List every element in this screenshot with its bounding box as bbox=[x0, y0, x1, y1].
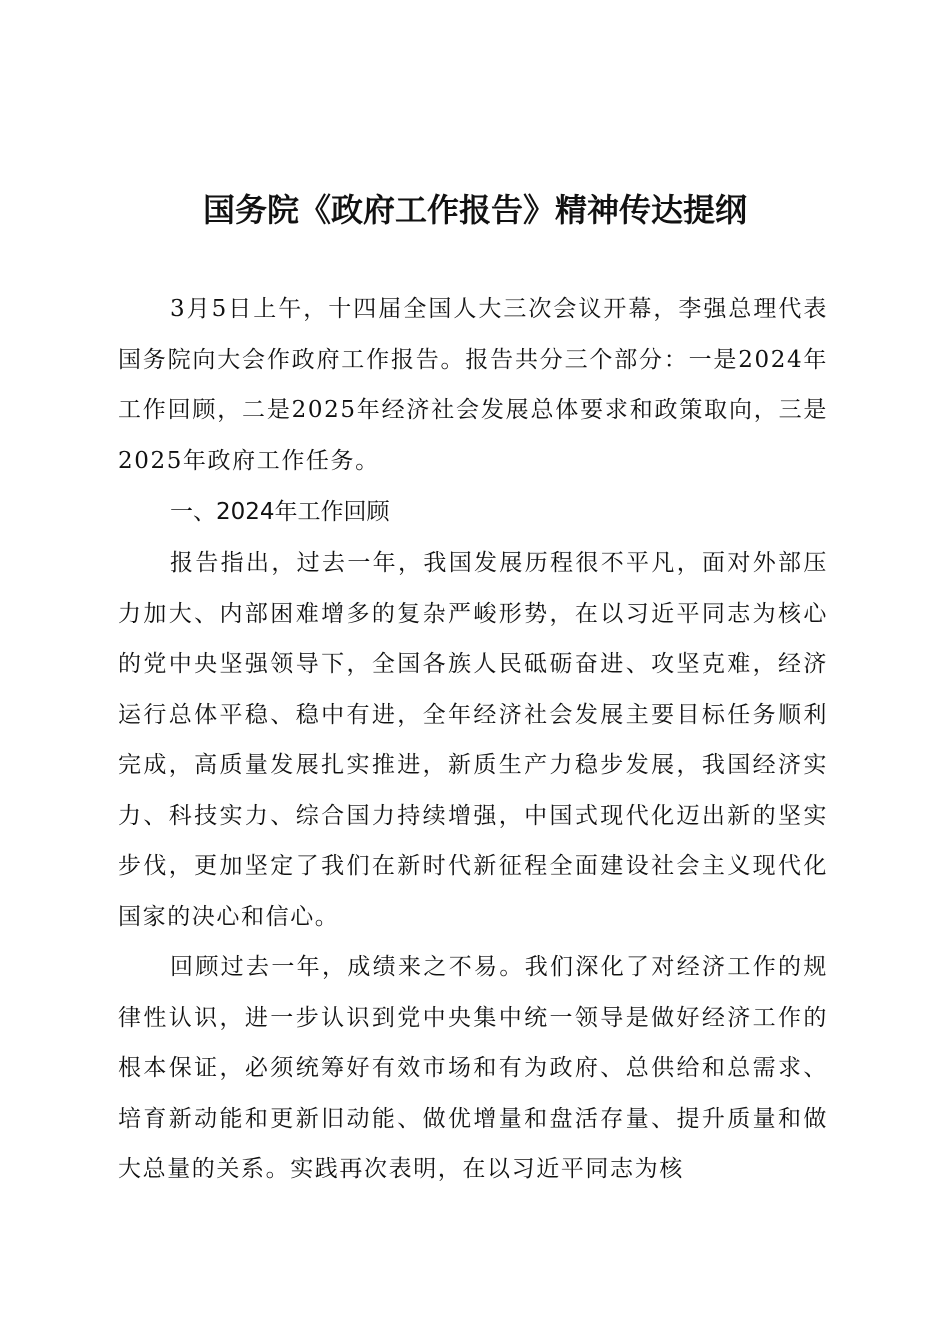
document-title: 国务院《政府工作报告》精神传达提纲 bbox=[202, 191, 747, 229]
intro-paragraph: 3月5日上午，十四届全国人大三次会议开幕，李强总理代表国务院向大会作政府工作报告。报告共分三个部分：一是2024年工作回顾，二是2025年经济社会发展总体要求和政策取向，三是2025年政府工作任务。 bbox=[118, 296, 828, 474]
document-body bbox=[118, 284, 828, 1195]
section-heading-1: 一、2024年工作回顾 bbox=[170, 499, 390, 525]
review-paragraph: 报告指出，过去一年，我国发展历程很不平凡，面对外部压力加大、内部困难增多的复杂严峻形势，在以习近平同志为核心的党中央坚强领导下，全国各族人民砥砺奋进、攻坚克难，经济运行总体平稳、稳中有进，全年经济社会发展主要目标任务顺利完成，高质量发展扎实推进，新质生产力稳步发展，我国经济实力、科技实力、综合国力持续增强，中国式现代化迈出新的坚实步伐，更加坚定了我们在新时代新征程全面建设社会主义现代化国家的决心和信心。 bbox=[118, 550, 828, 930]
achievements-paragraph: 回顾过去一年，成绩来之不易。我们深化了对经济工作的规律性认识，进一步认识到党中央集中统一领导是做好经济工作的根本保证，必须统筹好有效市场和有为政府、总供给和总需求、培育新动能和更新旧动能、做优增量和盘活存量、提升质量和做大总量的关系。实践再次表明，在以习近平同志为核 bbox=[118, 954, 828, 1182]
